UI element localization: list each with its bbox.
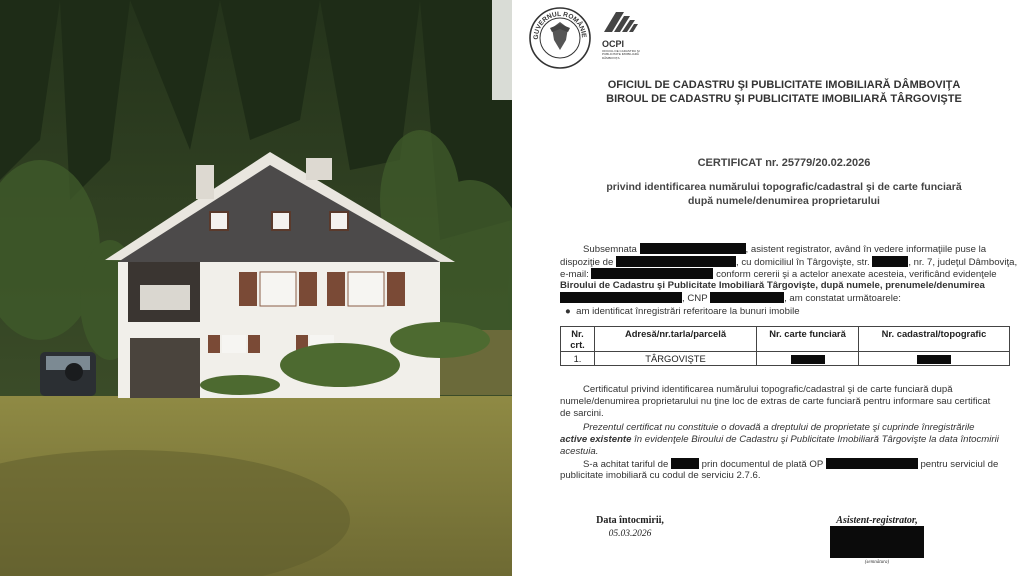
- redaction-block: [826, 458, 918, 469]
- intro-line-5: [560, 292, 901, 306]
- note-1-line-2: numele/denumirea proprietarului nu ţine loc de extras de carte funciară pentru informare sau certificat: [560, 396, 991, 407]
- issue-date-label: Data întocmirii,: [596, 515, 664, 526]
- note-2-line-3: acestuia.: [560, 446, 599, 457]
- signature-note: (semnătura): [864, 560, 890, 565]
- issue-date-value: 05.03.2026: [608, 529, 652, 539]
- intro-text: , CNP: [682, 293, 708, 304]
- header-address: Adresă/nr.tarla/parcelă: [595, 327, 757, 352]
- redaction-block: [640, 243, 746, 254]
- redaction-block: [917, 355, 951, 364]
- ocpi-logo-text: OCPI: [602, 39, 625, 49]
- header-land-book: Nr. carte funciară: [757, 327, 859, 352]
- registrar-signature-block: [828, 515, 926, 526]
- redacted-signature: [830, 526, 924, 558]
- table-row: [561, 352, 1010, 366]
- intro-text: , cu domiciliul în Târgovişte, str.: [736, 257, 870, 268]
- intro-line-4: Biroului de Cadastru şi Publicitate Imobiliară Târgovişte, după numele, prenumele/denumirea: [560, 280, 985, 291]
- certificate-subtitle-line2: după numele/denumirea proprietarului: [688, 195, 880, 207]
- finding-text: am identificat înregistrări referitoare la bunuri imobile: [576, 306, 800, 317]
- cell-nr: 1.: [561, 352, 595, 366]
- ocpi-logo: [600, 6, 648, 68]
- note-text: în evidenţele Biroului de Cadastru şi Publicitate Imobiliară Târgovişte la data întocmirii: [631, 434, 999, 445]
- redaction-block: [872, 256, 908, 267]
- payment-text: pentru serviciul de: [920, 459, 999, 470]
- redaction-block: [560, 292, 682, 303]
- intro-text: Subsemnata: [583, 244, 637, 255]
- cell-cadastral: [859, 352, 1010, 366]
- certificate-title: CERTIFICAT nr. 25779/20.02.2026: [697, 157, 871, 169]
- certificate-subtitle-line1: privind identificarea numărului topografic/cadastral şi de carte funciară: [606, 181, 962, 193]
- car: [40, 352, 96, 396]
- redaction-block: [710, 292, 784, 303]
- intro-line-1: [583, 243, 986, 257]
- intro-text: conform cererii şi a actelor anexate acesteia, verificând evidenţele: [716, 269, 997, 280]
- registrar-label: Asistent-registrator,: [836, 515, 918, 526]
- cell-address: TÂRGOVIŞTE: [595, 352, 757, 366]
- note-2-line-2: [560, 434, 999, 447]
- cell-land-book: [757, 352, 859, 366]
- intro-text: , asistent registrator, având în vedere informaţiile puse la: [745, 244, 987, 255]
- header-nr: Nr. crt.: [561, 327, 595, 352]
- svg-text:GUVERNUL ROMÂNIEI: GUVERNUL ROMÂNIE: [532, 10, 588, 40]
- note-1-line-1: Certificatul privind identificarea numărului topografic/cadastral şi de carte funciară după: [583, 384, 953, 395]
- table-header-row: [561, 327, 1010, 352]
- payment-text: prin documentul de plată OP: [701, 459, 824, 470]
- office-name: OFICIUL DE CADASTRU ŞI PUBLICITATE IMOBILIARĂ DÂMBOVIŢA: [607, 79, 961, 91]
- redaction-block: [671, 458, 699, 469]
- redaction-block: [616, 256, 736, 267]
- intro-text: , nr. 7, judeţul Dâmboviţa,: [908, 257, 1018, 268]
- ocpi-logo-subtext: OFICIUL DE CADASTRU ŞI PUBLICITATE IMOBILIARĂ DÂMBOVIŢA: [602, 49, 640, 60]
- bullet-dot-icon: ●: [565, 306, 574, 317]
- header-cadastral: Nr. cadastral/topografic: [859, 327, 1010, 352]
- intro-text: e-mail:: [560, 269, 589, 280]
- active-entries-text: active existente: [560, 434, 632, 445]
- intro-text: dispoziţie de: [560, 257, 614, 268]
- finding-bullet: [565, 306, 800, 317]
- payment-line-2: publicitate imobiliară cu codul de serviciu 2.7.6.: [560, 470, 761, 481]
- payment-text: S-a achitat tariful de: [583, 459, 669, 470]
- redaction-block: [791, 355, 825, 364]
- issue-date-block: [590, 515, 670, 539]
- note-1-line-3: de sarcini.: [560, 408, 604, 419]
- properties-table: [560, 326, 1010, 366]
- government-seal-icon: [528, 6, 592, 70]
- redaction-block: [591, 268, 713, 279]
- intro-text: , am constatat următoarele:: [784, 293, 901, 304]
- note-2-line-1: Prezentul certificat nu constituie o dovadă a dreptului de proprietate şi cuprinde înregistrările: [583, 422, 975, 433]
- bureau-name: BIROUL DE CADASTRU ŞI PUBLICITATE IMOBILIARĂ TÂRGOVIŞTE: [606, 93, 962, 105]
